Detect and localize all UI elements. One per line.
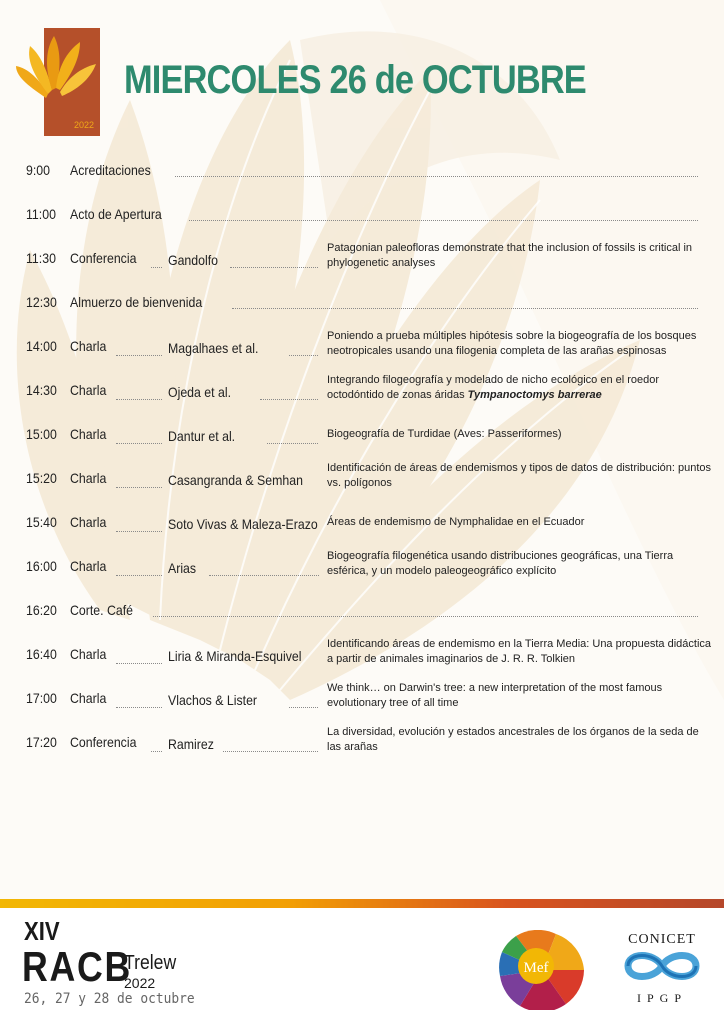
schedule-row xyxy=(0,682,724,730)
schedule-time: 11:00 xyxy=(26,206,56,222)
dotted-leader xyxy=(116,663,162,664)
schedule-type: Charla xyxy=(70,558,107,574)
schedule-author: Casangranda & Semhan xyxy=(168,472,303,488)
schedule-row xyxy=(0,202,724,246)
schedule-type: Charla xyxy=(70,382,107,398)
conicet-infinity-icon xyxy=(620,948,704,984)
schedule-time: 15:40 xyxy=(26,514,57,530)
dotted-leader xyxy=(209,575,319,576)
dotted-leader xyxy=(260,399,318,400)
logo-year: 2022 xyxy=(73,120,95,130)
dotted-leader xyxy=(116,399,162,400)
schedule-description xyxy=(327,549,715,579)
schedule-author: Ojeda et al. xyxy=(168,384,232,400)
schedule-row xyxy=(0,726,724,774)
schedule-description xyxy=(327,637,715,667)
dates-label: 26, 27 y 28 de octubre xyxy=(24,991,195,1007)
conicet-logo xyxy=(612,932,712,1010)
schedule-type: Almuerzo de bienvenida xyxy=(70,294,203,310)
description-text: Biogeografía de Turdidae (Aves: Passeriformes) xyxy=(327,428,562,440)
schedule-type: Acreditaciones xyxy=(70,162,151,178)
dotted-leader xyxy=(116,355,162,356)
schedule-time: 9:00 xyxy=(26,162,50,178)
dotted-leader xyxy=(116,531,162,532)
schedule-description xyxy=(327,329,715,359)
schedule-author: Ramirez xyxy=(168,736,214,752)
dotted-leader xyxy=(116,443,162,444)
schedule-time: 12:30 xyxy=(26,294,57,310)
dotted-leader xyxy=(116,487,162,488)
schedule-time: 14:30 xyxy=(26,382,57,398)
mef-logo xyxy=(496,930,588,1010)
dotted-leader xyxy=(175,176,698,177)
schedule-row xyxy=(0,374,724,422)
dotted-leader xyxy=(116,707,162,708)
schedule-description xyxy=(327,461,715,491)
schedule-time: 16:20 xyxy=(26,602,57,618)
description-text: Integrando filogeografía y modelado de nicho ecológico en el roedor octodóntido de zonas áridas xyxy=(327,374,660,401)
schedule-row xyxy=(0,510,724,554)
edition-label: XIV xyxy=(24,916,60,946)
dotted-leader xyxy=(116,575,162,576)
schedule-type: Conferencia xyxy=(70,734,137,750)
schedule-time: 11:30 xyxy=(26,250,56,266)
dotted-leader xyxy=(151,267,162,268)
ipgp-label: IPGP xyxy=(636,991,687,1005)
description-text: Áreas de endemismo de Nymphalidae en el Ecuador xyxy=(327,516,585,528)
schedule-type: Charla xyxy=(70,426,107,442)
schedule-row xyxy=(0,242,724,290)
dotted-leader xyxy=(151,751,162,752)
schedule-author: Gandolfo xyxy=(168,252,219,268)
schedule-type: Charla xyxy=(70,470,107,486)
schedule-type: Acto de Apertura xyxy=(70,206,162,222)
schedule-description xyxy=(327,427,715,442)
schedule-row xyxy=(0,422,724,466)
dotted-leader xyxy=(230,267,318,268)
acronym-label: RACB xyxy=(22,943,132,990)
dotted-leader xyxy=(289,355,318,356)
schedule-time: 16:40 xyxy=(26,646,57,662)
schedule-type: Charla xyxy=(70,690,107,706)
schedule-row xyxy=(0,330,724,378)
schedule-author: Vlachos & Lister xyxy=(168,692,258,708)
schedule-author: Soto Vivas & Maleza-Erazo xyxy=(168,516,318,532)
schedule-row xyxy=(0,598,724,642)
schedule-type: Charla xyxy=(70,646,107,662)
schedule-time: 15:20 xyxy=(26,470,57,486)
dotted-leader xyxy=(267,443,318,444)
description-text: Patagonian paleofloras demonstrate that the inclusion of fossils is critical in phylogenetic analyses xyxy=(327,242,693,269)
dotted-leader xyxy=(223,751,318,752)
schedule-row xyxy=(0,462,724,510)
schedule-type: Corte. Café xyxy=(70,602,134,618)
description-text: Poniendo a prueba múltiples hipótesis sobre la biogeografía de los bosques neotropicales usando una filogenia completa de las arañas espinosas xyxy=(327,330,697,357)
schedule-time: 15:00 xyxy=(26,426,57,442)
dotted-leader xyxy=(189,220,698,221)
schedule-author: Liria & Miranda-Esquivel xyxy=(168,648,302,664)
city-label: Trelew xyxy=(124,952,177,974)
schedule-description xyxy=(327,241,715,271)
conference-logo xyxy=(14,28,104,136)
description-text: Biogeografía filogenética usando distribuciones geográficas, una Tierra esférica, y un modelo paleogeográfico explícito xyxy=(327,550,674,577)
schedule-row xyxy=(0,158,724,202)
schedule-author: Dantur et al. xyxy=(168,428,236,444)
description-text: La diversidad, evolución y estados ancestrales de los órganos de la seda de las arañas xyxy=(327,726,699,753)
schedule-author: Magalhaes et al. xyxy=(168,340,259,356)
schedule-row xyxy=(0,550,724,598)
description-text: Identificación de áreas de endemismos y tipos de datos de distribución: puntos vs. polígonos xyxy=(327,462,712,489)
schedule-type: Charla xyxy=(70,338,107,354)
schedule-description xyxy=(327,515,715,530)
schedule-row xyxy=(0,638,724,686)
schedule-description xyxy=(327,373,715,403)
schedule-time: 14:00 xyxy=(26,338,57,354)
year-label: 2022 xyxy=(124,975,156,991)
schedule-row xyxy=(0,290,724,334)
schedule-time: 16:00 xyxy=(26,558,57,574)
description-text: We think… on Darwin's tree: a new interpretation of the most famous evolutionary tree of all time xyxy=(327,682,663,709)
dotted-leader xyxy=(232,308,698,309)
page-title: MIERCOLES 26 de OCTUBRE xyxy=(124,58,586,102)
schedule-time: 17:20 xyxy=(26,734,57,750)
schedule-author: Arias xyxy=(168,560,197,576)
dotted-leader xyxy=(153,616,698,617)
schedule-description xyxy=(327,725,715,755)
species-name: Tympanoctomys barrerae xyxy=(467,389,602,401)
conicet-label: CONICET xyxy=(628,932,696,947)
schedule-type: Charla xyxy=(70,514,107,530)
description-text: Identificando áreas de endemismo en la Tierra Media: Una propuesta didáctica a partir de animales imaginarios de J. R. R. Tolkien xyxy=(327,638,712,665)
schedule-time: 17:00 xyxy=(26,690,57,706)
mef-logo-text: Mef xyxy=(523,960,549,976)
footer-color-bar xyxy=(0,899,724,908)
dotted-leader xyxy=(289,707,318,708)
schedule-description xyxy=(327,681,715,711)
schedule-type: Conferencia xyxy=(70,250,137,266)
